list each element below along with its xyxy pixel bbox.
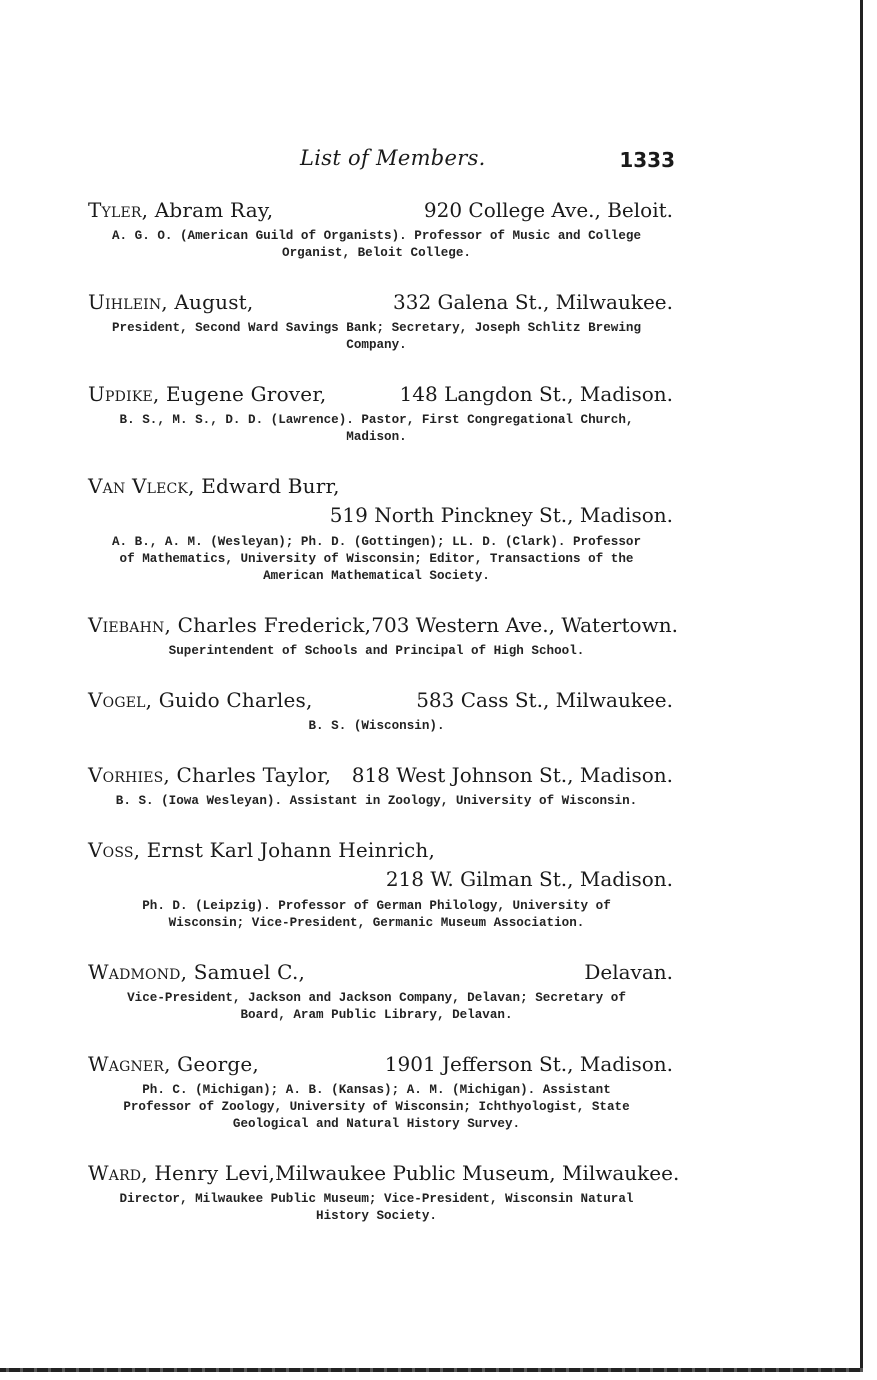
member-address: Delavan. (584, 960, 673, 984)
member-surname: Updike (88, 382, 153, 406)
member-list (88, 196, 680, 1251)
member-address: 1901 Jefferson St., Madison. (384, 1052, 673, 1076)
member-entry (88, 380, 673, 446)
member-given-name: , August, (161, 290, 254, 314)
member-name (88, 288, 253, 316)
member-given-name: , Henry Levi, (141, 1161, 276, 1185)
member-address: 818 West Johnson St., Madison. (351, 763, 673, 787)
member-description: A. B., A. M. (Wesleyan); Ph. D. (Gottingen); LL. D. (Clark). Professor of Mathematics, University of Wisconsin; Editor, Transactions of the American Mathematical Society. (111, 535, 642, 583)
member-description: B. S. (Iowa Wesleyan). Assistant in Zoology, University of Wisconsin. (115, 794, 638, 808)
member-description: Director, Milwaukee Public Museum; Vice-President, Wisconsin Natural History Society. (119, 1192, 634, 1223)
member-name (88, 836, 435, 864)
member-surname: Vorhies (88, 763, 164, 787)
member-surname: Ward (88, 1161, 142, 1185)
member-entry (88, 836, 673, 932)
page-edge-bottom (0, 1368, 863, 1372)
member-given-name: , Ernst Karl Johann Heinrich, (133, 838, 435, 862)
member-entry (88, 611, 678, 660)
member-entry (88, 761, 673, 810)
member-name (88, 761, 331, 789)
member-address: Milwaukee Public Museum, Milwaukee. (275, 1161, 680, 1185)
page-edge (860, 0, 863, 1368)
member-entry (88, 958, 673, 1024)
member-name (88, 380, 326, 408)
member-description: A. G. O. (American Guild of Organists). Professor of Music and College Organist, Beloit College. (111, 229, 642, 260)
member-given-name: , Guido Charles, (145, 688, 313, 712)
member-entry (88, 686, 673, 735)
member-surname: Uihlein (88, 290, 162, 314)
member-surname: Wadmond (88, 960, 181, 984)
member-description: Superintendent of Schools and Principal of High School. (168, 644, 585, 658)
member-given-name: , Charles Frederick, (164, 613, 372, 637)
member-description: President, Second Ward Savings Bank; Secretary, Joseph Schlitz Brewing Company. (111, 321, 642, 352)
member-name (88, 472, 340, 500)
member-address: 703 Western Ave., Watertown. (371, 613, 678, 637)
member-given-name: , George, (164, 1052, 259, 1076)
running-title: List of Members. (300, 146, 486, 170)
member-name (88, 1159, 275, 1187)
member-description: Ph. D. (Leipzig). Professor of German Philology, University of Wisconsin; Vice-President, Germanic Museum Association. (142, 899, 611, 930)
member-surname: Voss (88, 838, 134, 862)
member-name (88, 1050, 259, 1078)
member-given-name: , Charles Taylor, (163, 763, 332, 787)
member-surname: Viebahn (88, 613, 165, 637)
member-given-name: , Samuel C., (180, 960, 306, 984)
member-entry (88, 472, 673, 585)
member-surname: Vogel (88, 688, 146, 712)
member-name (88, 611, 371, 639)
member-description: B. S. (Wisconsin). (308, 719, 445, 733)
member-address: 920 College Ave., Beloit. (423, 198, 673, 222)
page-number: 1333 (619, 148, 675, 172)
running-head (0, 142, 877, 182)
member-address: 519 North Pinckney St., Madison. (329, 503, 673, 527)
member-surname: Van Vleck (88, 474, 189, 498)
member-entry (88, 196, 673, 262)
member-entry (88, 1159, 680, 1225)
member-entry (88, 288, 673, 354)
member-entry (88, 1050, 673, 1133)
member-description: Vice-President, Jackson and Jackson Company, Delavan; Secretary of Board, Aram Public Library, Delavan. (127, 991, 626, 1022)
member-given-name: , Eugene Grover, (152, 382, 327, 406)
member-address: 332 Galena St., Milwaukee. (393, 290, 673, 314)
member-name (88, 958, 305, 986)
member-address: 148 Langdon St., Madison. (399, 382, 673, 406)
member-description: B. S., M. S., D. D. (Lawrence). Pastor, First Congregational Church, Madison. (119, 413, 634, 444)
member-address: 218 W. Gilman St., Madison. (385, 867, 673, 891)
member-given-name: , Abram Ray, (141, 198, 274, 222)
member-address: 583 Cass St., Milwaukee. (416, 688, 673, 712)
member-name (88, 686, 313, 714)
member-given-name: , Edward Burr, (188, 474, 340, 498)
member-name (88, 196, 273, 224)
member-surname: Tyler (88, 198, 142, 222)
member-surname: Wagner (88, 1052, 165, 1076)
member-description: Ph. C. (Michigan); A. B. (Kansas); A. M. (Michigan). Assistant Professor of Zoology, University of Wisconsin; Ichthyologist, State Geological and Natural History Survey. (123, 1083, 630, 1131)
